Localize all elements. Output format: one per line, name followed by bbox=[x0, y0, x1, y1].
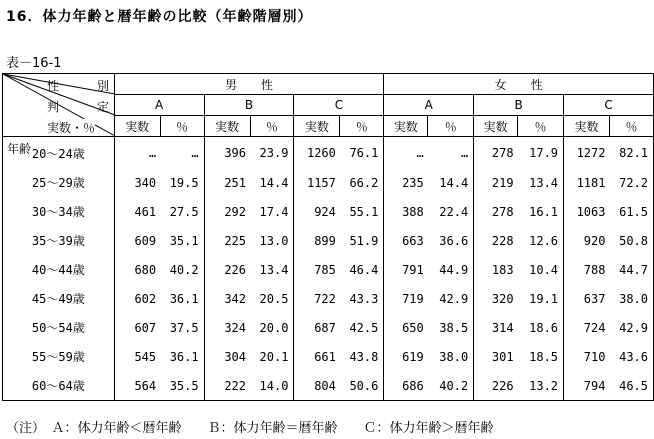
percent-cell: … bbox=[428, 137, 474, 169]
percent-cell: 19.5 bbox=[160, 168, 204, 197]
count-cell: 661 bbox=[294, 342, 340, 371]
count-cell: 320 bbox=[474, 284, 518, 313]
count-cell: 788 bbox=[564, 255, 610, 284]
count-cell: 304 bbox=[204, 342, 250, 371]
count-cell: 340 bbox=[114, 168, 160, 197]
percent-cell: 42.9 bbox=[609, 313, 653, 342]
count-cell: 1157 bbox=[294, 168, 340, 197]
percent-cell: 23.9 bbox=[250, 137, 294, 169]
percent-cell: 51.9 bbox=[340, 226, 384, 255]
corner-judgment-label-a: 判 bbox=[47, 100, 60, 114]
percent-cell: 20.0 bbox=[250, 313, 294, 342]
page-title: 16．体力年齢と暦年齢の比較（年齢階層別） bbox=[6, 9, 313, 25]
table-row bbox=[3, 284, 654, 313]
count-cell: 545 bbox=[114, 342, 160, 371]
percent-cell: 43.8 bbox=[340, 342, 384, 371]
count-cell: 278 bbox=[474, 197, 518, 226]
percent-cell: 50.8 bbox=[609, 226, 653, 255]
header-judgment: C bbox=[564, 95, 654, 116]
header-judgment: B bbox=[474, 95, 564, 116]
percent-cell: 14.4 bbox=[428, 168, 474, 197]
count-cell: 314 bbox=[474, 313, 518, 342]
percent-cell: 66.2 bbox=[340, 168, 384, 197]
corner-sex-label-b: 別 bbox=[97, 79, 110, 93]
percent-cell: 13.4 bbox=[250, 255, 294, 284]
count-cell: 680 bbox=[114, 255, 160, 284]
count-cell: 650 bbox=[384, 313, 428, 342]
percent-cell: 19.1 bbox=[518, 284, 564, 313]
count-cell: 342 bbox=[204, 284, 250, 313]
percent-cell: 18.6 bbox=[518, 313, 564, 342]
percent-cell: 72.2 bbox=[609, 168, 653, 197]
percent-cell: 82.1 bbox=[609, 137, 653, 169]
percent-cell: 37.5 bbox=[160, 313, 204, 342]
age-group-cell: 50～54歳 bbox=[3, 313, 115, 342]
percent-cell: 38.0 bbox=[428, 342, 474, 371]
corner-age-label: 年齢 bbox=[7, 142, 32, 156]
count-cell: 686 bbox=[384, 371, 428, 401]
percent-cell: 76.1 bbox=[340, 137, 384, 169]
percent-cell: 13.4 bbox=[518, 168, 564, 197]
age-group-cell: 45～49歳 bbox=[3, 284, 115, 313]
count-cell: 722 bbox=[294, 284, 340, 313]
count-cell: 607 bbox=[114, 313, 160, 342]
percent-cell: 42.9 bbox=[428, 284, 474, 313]
header-percent: ％ bbox=[250, 116, 294, 137]
corner-judgment-label-b: 定 bbox=[97, 100, 110, 114]
header-judgment: A bbox=[114, 95, 204, 116]
count-cell: 278 bbox=[474, 137, 518, 169]
percent-cell: 46.5 bbox=[609, 371, 653, 401]
percent-cell: 44.9 bbox=[428, 255, 474, 284]
count-cell: 619 bbox=[384, 342, 428, 371]
table-row bbox=[3, 168, 654, 197]
percent-cell: 55.1 bbox=[340, 197, 384, 226]
percent-cell: 42.5 bbox=[340, 313, 384, 342]
count-cell: 251 bbox=[204, 168, 250, 197]
percent-cell: 40.2 bbox=[160, 255, 204, 284]
percent-cell: 20.5 bbox=[250, 284, 294, 313]
percent-cell: 46.4 bbox=[340, 255, 384, 284]
age-group-cell: 60～64歳 bbox=[3, 371, 115, 401]
count-cell: 1260 bbox=[294, 137, 340, 169]
count-cell: 602 bbox=[114, 284, 160, 313]
age-group-cell: 25～29歳 bbox=[3, 168, 115, 197]
header-male: 男 性 bbox=[114, 74, 384, 95]
table-number: 表－16-1 bbox=[6, 56, 62, 71]
header-judgment: B bbox=[204, 95, 294, 116]
corner-sex-label-a: 性 bbox=[47, 79, 60, 93]
percent-cell: 20.1 bbox=[250, 342, 294, 371]
percent-cell: 36.1 bbox=[160, 284, 204, 313]
count-cell: 804 bbox=[294, 371, 340, 401]
comparison-table bbox=[2, 73, 654, 401]
percent-cell: 22.4 bbox=[428, 197, 474, 226]
percent-cell: 43.3 bbox=[340, 284, 384, 313]
count-cell: 301 bbox=[474, 342, 518, 371]
age-group-cell: 20～24歳 bbox=[3, 137, 115, 169]
count-cell: 183 bbox=[474, 255, 518, 284]
age-group-cell: 30～34歳 bbox=[3, 197, 115, 226]
count-cell: 791 bbox=[384, 255, 428, 284]
corner-count-pct-label: 実数・％ bbox=[47, 121, 96, 135]
table-row bbox=[3, 197, 654, 226]
count-cell: 637 bbox=[564, 284, 610, 313]
count-cell: 899 bbox=[294, 226, 340, 255]
percent-cell: 40.2 bbox=[428, 371, 474, 401]
table-row bbox=[3, 226, 654, 255]
count-cell: 564 bbox=[114, 371, 160, 401]
percent-cell: 38.0 bbox=[609, 284, 653, 313]
table-row bbox=[3, 342, 654, 371]
count-cell: 785 bbox=[294, 255, 340, 284]
percent-cell: 36.6 bbox=[428, 226, 474, 255]
count-cell: 461 bbox=[114, 197, 160, 226]
count-cell: 225 bbox=[204, 226, 250, 255]
header-count: 実数 bbox=[474, 116, 518, 137]
age-group-cell: 40～44歳 bbox=[3, 255, 115, 284]
count-cell: 719 bbox=[384, 284, 428, 313]
percent-cell: 36.1 bbox=[160, 342, 204, 371]
header-count: 実数 bbox=[564, 116, 610, 137]
count-cell: … bbox=[384, 137, 428, 169]
count-cell: 1181 bbox=[564, 168, 610, 197]
count-cell: 724 bbox=[564, 313, 610, 342]
header-judgment: A bbox=[384, 95, 474, 116]
count-cell: 324 bbox=[204, 313, 250, 342]
percent-cell: 18.5 bbox=[518, 342, 564, 371]
header-percent: ％ bbox=[428, 116, 474, 137]
count-cell: … bbox=[114, 137, 160, 169]
count-cell: 222 bbox=[204, 371, 250, 401]
count-cell: 1063 bbox=[564, 197, 610, 226]
header-judgment: C bbox=[294, 95, 384, 116]
percent-cell: 14.4 bbox=[250, 168, 294, 197]
header-female: 女 性 bbox=[384, 74, 654, 95]
header-count: 実数 bbox=[384, 116, 428, 137]
count-cell: 228 bbox=[474, 226, 518, 255]
count-cell: 794 bbox=[564, 371, 610, 401]
count-cell: 292 bbox=[204, 197, 250, 226]
percent-cell: 17.4 bbox=[250, 197, 294, 226]
table-row bbox=[3, 371, 654, 401]
percent-cell: 13.0 bbox=[250, 226, 294, 255]
percent-cell: 44.7 bbox=[609, 255, 653, 284]
count-cell: 235 bbox=[384, 168, 428, 197]
percent-cell: 35.5 bbox=[160, 371, 204, 401]
percent-cell: 10.4 bbox=[518, 255, 564, 284]
percent-cell: 16.1 bbox=[518, 197, 564, 226]
count-cell: 663 bbox=[384, 226, 428, 255]
header-count: 実数 bbox=[294, 116, 340, 137]
table-row bbox=[3, 255, 654, 284]
header-percent: ％ bbox=[609, 116, 653, 137]
count-cell: 1272 bbox=[564, 137, 610, 169]
percent-cell: … bbox=[160, 137, 204, 169]
header-percent: ％ bbox=[518, 116, 564, 137]
percent-cell: 50.6 bbox=[340, 371, 384, 401]
table-note: （注） Ａ：体力年齢＜暦年齢 Ｂ：体力年齢＝暦年齢 Ｃ：体力年齢＞暦年齢 bbox=[6, 421, 494, 436]
percent-cell: 61.5 bbox=[609, 197, 653, 226]
header-percent: ％ bbox=[340, 116, 384, 137]
age-group-cell: 35～39歳 bbox=[3, 226, 115, 255]
percent-cell: 17.9 bbox=[518, 137, 564, 169]
count-cell: 219 bbox=[474, 168, 518, 197]
percent-cell: 38.5 bbox=[428, 313, 474, 342]
count-cell: 226 bbox=[204, 255, 250, 284]
count-cell: 609 bbox=[114, 226, 160, 255]
header-count: 実数 bbox=[204, 116, 250, 137]
percent-cell: 13.2 bbox=[518, 371, 564, 401]
percent-cell: 43.6 bbox=[609, 342, 653, 371]
percent-cell: 35.1 bbox=[160, 226, 204, 255]
percent-cell: 14.0 bbox=[250, 371, 294, 401]
header-percent: ％ bbox=[160, 116, 204, 137]
count-cell: 920 bbox=[564, 226, 610, 255]
percent-cell: 27.5 bbox=[160, 197, 204, 226]
header-count: 実数 bbox=[114, 116, 160, 137]
count-cell: 388 bbox=[384, 197, 428, 226]
count-cell: 396 bbox=[204, 137, 250, 169]
percent-cell: 12.6 bbox=[518, 226, 564, 255]
count-cell: 226 bbox=[474, 371, 518, 401]
count-cell: 924 bbox=[294, 197, 340, 226]
table-row bbox=[3, 313, 654, 342]
count-cell: 710 bbox=[564, 342, 610, 371]
count-cell: 687 bbox=[294, 313, 340, 342]
age-group-cell: 55～59歳 bbox=[3, 342, 115, 371]
